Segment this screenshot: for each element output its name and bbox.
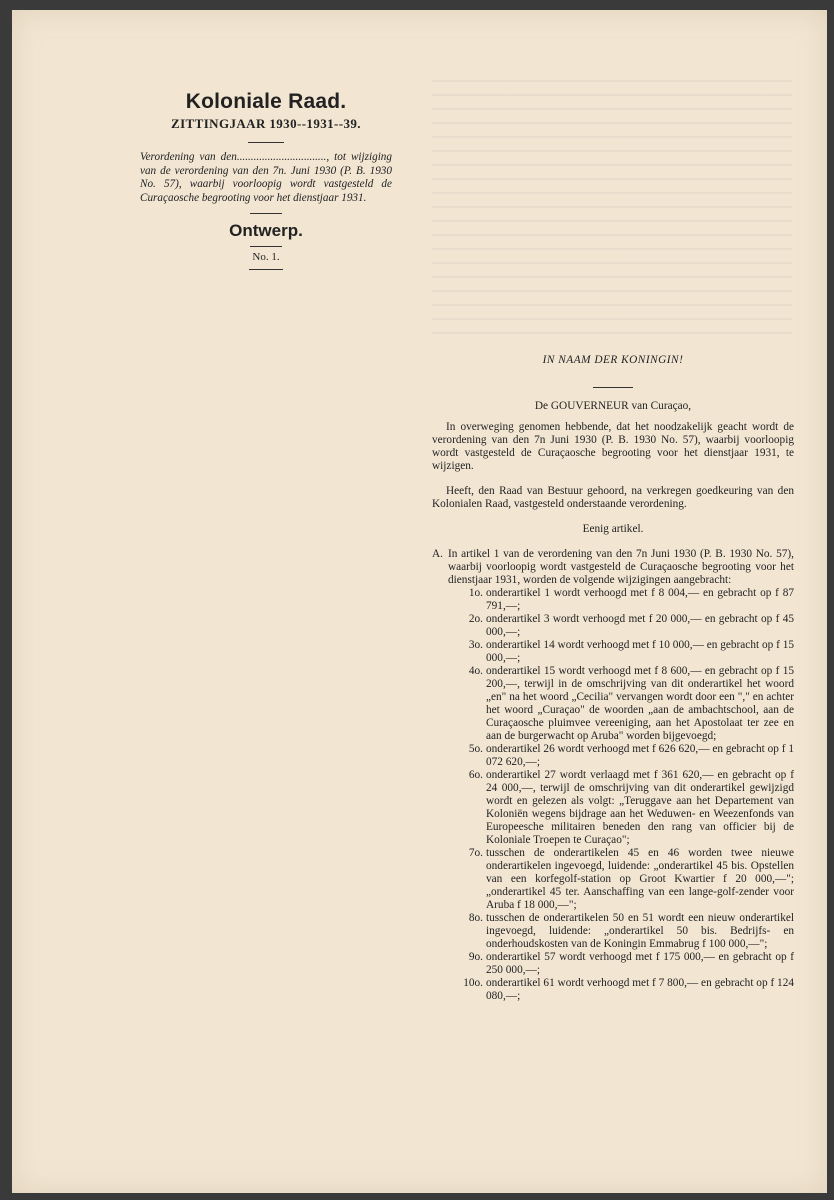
item-text: onderartikel 27 wordt verlaagd met f 361 620,— en gebracht op f 24 000,—, terwijl de omschrijving van dit onderartikel gewijzigd wordt en gelezen als volgt: „Teruggave aan het Departement van Koloniën wegens bijdrage aan het Weduwen- en Weezenfonds van Europeesche militairen beneden den rang van officier bij de Koloniale Troepen te Curaçao"; (486, 769, 794, 846)
list-item (432, 769, 794, 847)
item-label: 3o. (468, 639, 483, 651)
list-item (432, 847, 794, 912)
section-label: A. (432, 548, 443, 560)
item-label: 5o. (468, 743, 483, 755)
item-text: onderartikel 61 wordt verhoogd met f 7 800,— en gebracht op f 124 080,—; (486, 977, 794, 1002)
list-item (432, 743, 794, 769)
item-text: onderartikel 1 wordt verhoogd met f 8 004,— en gebracht op f 87 791,—; (486, 587, 794, 612)
item-text: onderartikel 3 wordt verhoogd met f 20 000,— en gebracht op f 45 000,—; (486, 613, 794, 638)
article-title: Eenig artikel. (582, 523, 644, 535)
ordinance-text (432, 354, 794, 1003)
item-label: 2o. (468, 613, 483, 625)
ordinance-description: Verordening van den................................, tot wijziging van de verordening van den 7n. Juni 1930 (P. B. 1930 No. 57), waarbij voorloopig wordt vastgesteld de Curaçaosche begrooting voor het dienstjaar 1931. (140, 151, 392, 204)
item-text: tusschen de onderartikelen 45 en 46 worden twee nieuwe onderartikelen ingevoegd, luidende: „onderartikel 45 bis. Opstellen van een korfegolf-station op Groot Kwartier f 20 000,—"; „onderartikel 45 ter. Aanschaffing van een lange-golf-zender voor Aruba f 18 000,—"; (486, 847, 794, 911)
item-label: 1o. (468, 587, 483, 599)
item-label: 9o. (468, 951, 483, 963)
divider (593, 387, 633, 388)
item-label: 6o. (468, 769, 483, 781)
item-text: onderartikel 15 wordt verhoogd met f 8 600,— en gebracht op f 15 200,—, terwijl in de omschrijving van dit onderartikel het woord „en" na het woord „Cecilia" vervangen wordt door een "," en achter het woord „Curaçao" de woorden „aan de ambachtschool, aan de Curaçaosche pluimvee vereeniging, aan het Apostolaat ter zee en aan de burgerwacht op Aruba" worden bijgevoegd; (486, 665, 794, 742)
list-item (432, 912, 794, 951)
list-item (432, 613, 794, 639)
section-a (432, 548, 794, 587)
royal-heading: IN NAAM DER KONINGIN! (542, 354, 684, 366)
item-text: tusschen de onderartikelen 50 en 51 wordt een nieuw onderartikel ingevoegd, luidende: „onderartikel 50 bis. Bedrijfs- en onderhoudskosten van de Koningin Emmabrug f 100 000,—"; (486, 912, 794, 950)
divider (250, 246, 282, 247)
session-year: ZITTINGJAAR 1930--1931--39. (171, 116, 361, 131)
divider (248, 142, 284, 143)
document-page (12, 10, 827, 1193)
list-item (432, 951, 794, 977)
item-text: onderartikel 57 wordt verhoogd met f 175 000,— en gebracht op f 250 000,—; (486, 951, 794, 976)
considering-paragraph: In overweging genomen hebbende, dat het noodzakelijk geacht wordt de verordening van den 7n Juni 1930 (P. B. 1930 No. 57), waarbij voorloopig wordt vastgesteld de Curaçaosche begrooting voor het dienstjaar 1931, te wijzigen. (432, 421, 794, 472)
list-item (432, 639, 794, 665)
item-label: 10o. (463, 977, 483, 989)
item-text: onderartikel 26 wordt verhoogd met f 626 620,— en gebracht op f 1 072 620,—; (486, 743, 794, 768)
enactment-paragraph: Heeft, den Raad van Bestuur gehoord, na verkregen goedkeuring van den Kolonialen Raad, vastgesteld onderstaande verordening. (432, 485, 794, 510)
section-text: In artikel 1 van de verordening van den 7n Juni 1930 (P. B. 1930 No. 57), waarbij voorloopig wordt vastgesteld de Curaçaosche begrooting voor het dienstjaar 1931, worden de volgende wijzigingen aangebracht: (448, 548, 794, 586)
item-text: onderartikel 14 wordt verhoogd met f 10 000,— en gebracht op f 15 000,—; (486, 639, 794, 664)
bleed-through-texture (432, 80, 792, 340)
document-number: No. 1. (252, 251, 280, 264)
divider (250, 213, 282, 214)
item-label: 7o. (468, 847, 483, 859)
document-title: Koloniale Raad. (185, 90, 347, 113)
governor-line: De GOUVERNEUR van Curaçao, (534, 400, 692, 412)
header-block (140, 90, 392, 270)
item-label: 4o. (468, 665, 483, 677)
list-item (432, 977, 794, 1003)
list-item (432, 587, 794, 613)
draft-label: Ontwerp. (229, 221, 303, 241)
divider (249, 269, 283, 270)
item-label: 8o. (468, 912, 483, 924)
list-item (432, 665, 794, 743)
